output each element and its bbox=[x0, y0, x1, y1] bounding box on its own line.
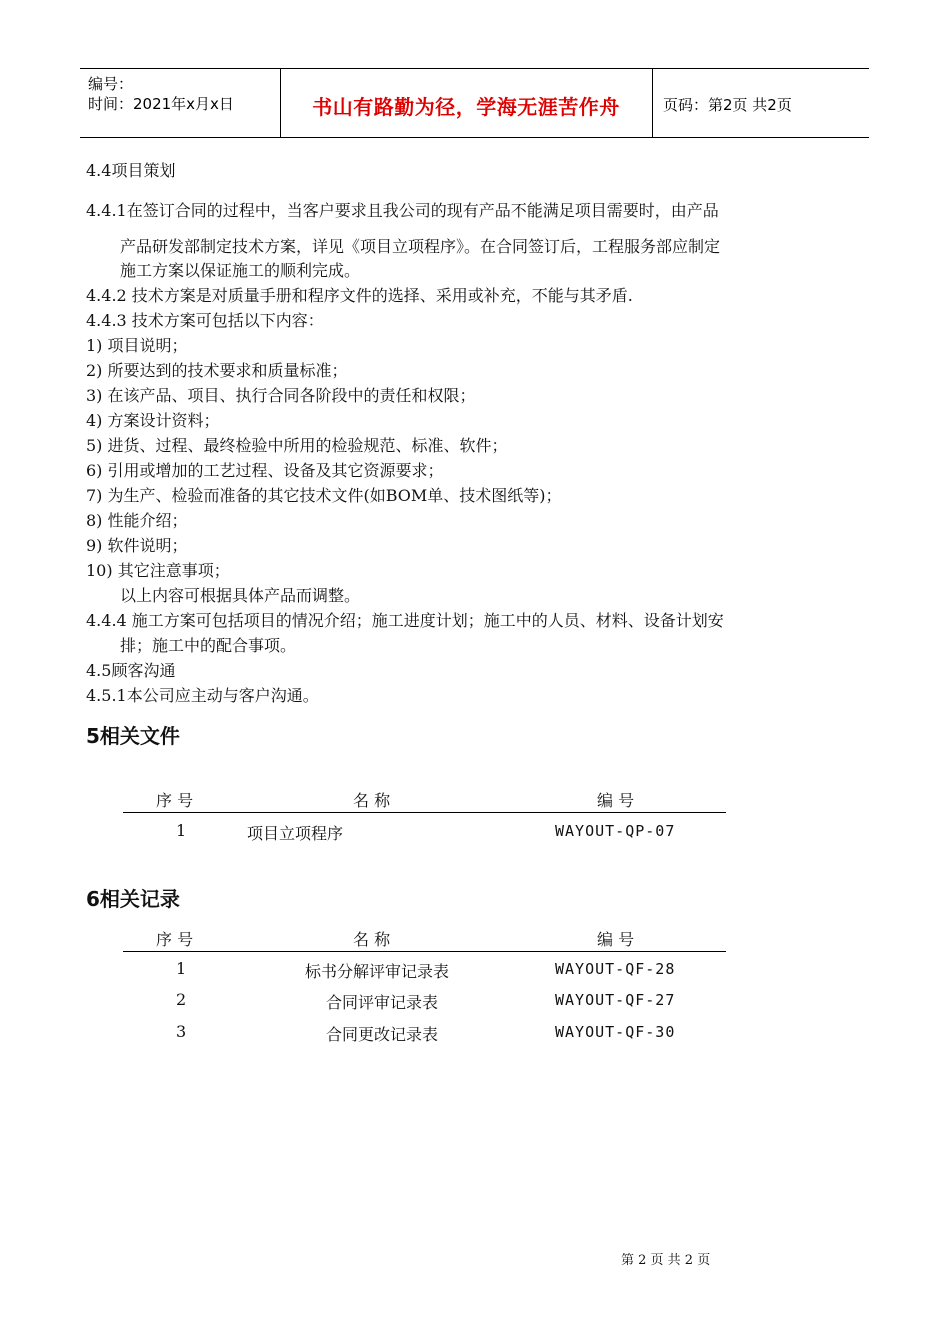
list-item-9: 9) 软件说明； bbox=[86, 536, 188, 555]
row-code: WAYOUT-QP-07 bbox=[555, 822, 676, 840]
row-name: 项目立项程序 bbox=[247, 824, 344, 843]
para-4-4-4-line2: 排；施工中的配合事项。 bbox=[120, 636, 297, 655]
row-no: 2 bbox=[176, 990, 187, 1009]
header-page-label: 页码：第2页 共2页 bbox=[663, 96, 792, 114]
page-footer: 第 2 页 共 2 页 bbox=[621, 1253, 711, 1268]
list-item-6: 6) 引用或增加的工艺过程、设备及其它资源要求； bbox=[86, 461, 444, 480]
row-code: WAYOUT-QF-28 bbox=[555, 960, 676, 978]
list-item-3: 3) 在该产品、项目、执行合同各阶段中的责任和权限； bbox=[86, 386, 476, 405]
row-no: 3 bbox=[176, 1022, 187, 1041]
row-no: 1 bbox=[176, 959, 187, 978]
para-4-4-2: 4.4.2 技术方案是对质量手册和程序文件的选择、采用或补充，不能与其矛盾. bbox=[86, 286, 633, 305]
col-header-no: 序 号 bbox=[156, 791, 194, 810]
list-item-8: 8) 性能介绍； bbox=[86, 511, 188, 530]
doc-time-label: 时间：2021年x月x日 bbox=[88, 95, 234, 113]
row-name: 标书分解评审记录表 bbox=[305, 962, 450, 981]
section-6-title: 6相关记录 bbox=[86, 887, 180, 911]
list-note: 以上内容可根据具体产品而调整。 bbox=[120, 586, 361, 605]
row-no: 1 bbox=[176, 821, 187, 840]
doc-number-label: 编号： bbox=[88, 75, 134, 93]
para-4-4-4-line1: 4.4.4 施工方案可包括项目的情况介绍；施工进度计划；施工中的人员、材料、设备计划安 bbox=[86, 611, 724, 630]
row-code: WAYOUT-QF-27 bbox=[555, 991, 676, 1009]
para-4-4-1-line1: 4.4.1在签订合同的过程中，当客户要求且我公司的现有产品不能满足项目需要时，由产品 bbox=[86, 201, 719, 220]
para-4-5-1: 4.5.1本公司应主动与客户沟通。 bbox=[86, 686, 319, 705]
col-header-code: 编 号 bbox=[597, 930, 635, 949]
header-page-cell bbox=[653, 69, 869, 137]
row-name: 合同评审记录表 bbox=[326, 993, 439, 1012]
table-header-rule bbox=[123, 812, 726, 813]
col-header-name: 名 称 bbox=[353, 930, 391, 949]
list-item-4: 4) 方案设计资料； bbox=[86, 411, 220, 430]
para-4-4-1-line3: 施工方案以保证施工的顺利完成。 bbox=[120, 261, 361, 280]
table-header-rule bbox=[123, 951, 726, 952]
para-4-4-3: 4.4.3 技术方案可包括以下内容： bbox=[86, 311, 324, 330]
col-header-code: 编 号 bbox=[597, 791, 635, 810]
col-header-name: 名 称 bbox=[353, 791, 391, 810]
list-item-10: 10) 其它注意事项； bbox=[86, 561, 230, 580]
related-documents-table bbox=[123, 786, 726, 846]
header-motto-cell bbox=[280, 69, 653, 137]
page-header bbox=[80, 68, 869, 138]
list-item-7: 7) 为生产、检验而准备的其它技术文件(如BOM单、技术图纸等)； bbox=[86, 486, 562, 505]
heading-4-5: 4.5顾客沟通 bbox=[86, 661, 176, 680]
header-info-cell bbox=[80, 69, 281, 137]
col-header-no: 序 号 bbox=[156, 930, 194, 949]
row-name: 合同更改记录表 bbox=[326, 1025, 439, 1044]
row-code: WAYOUT-QF-30 bbox=[555, 1023, 676, 1041]
para-4-4-1-line2: 产品研发部制定技术方案，详见《项目立项程序》。在合同签订后，工程服务部应制定 bbox=[120, 237, 721, 256]
related-records-table bbox=[123, 925, 726, 1055]
list-item-1: 1) 项目说明； bbox=[86, 336, 188, 355]
header-motto: 书山有路勤为径，学海无涯苦作舟 bbox=[312, 95, 620, 119]
list-item-2: 2) 所要达到的技术要求和质量标准； bbox=[86, 361, 348, 380]
section-5-title: 5相关文件 bbox=[86, 724, 180, 748]
heading-4-4: 4.4项目策划 bbox=[86, 161, 176, 180]
list-item-5: 5) 进货、过程、最终检验中所用的检验规范、标准、软件； bbox=[86, 436, 508, 455]
